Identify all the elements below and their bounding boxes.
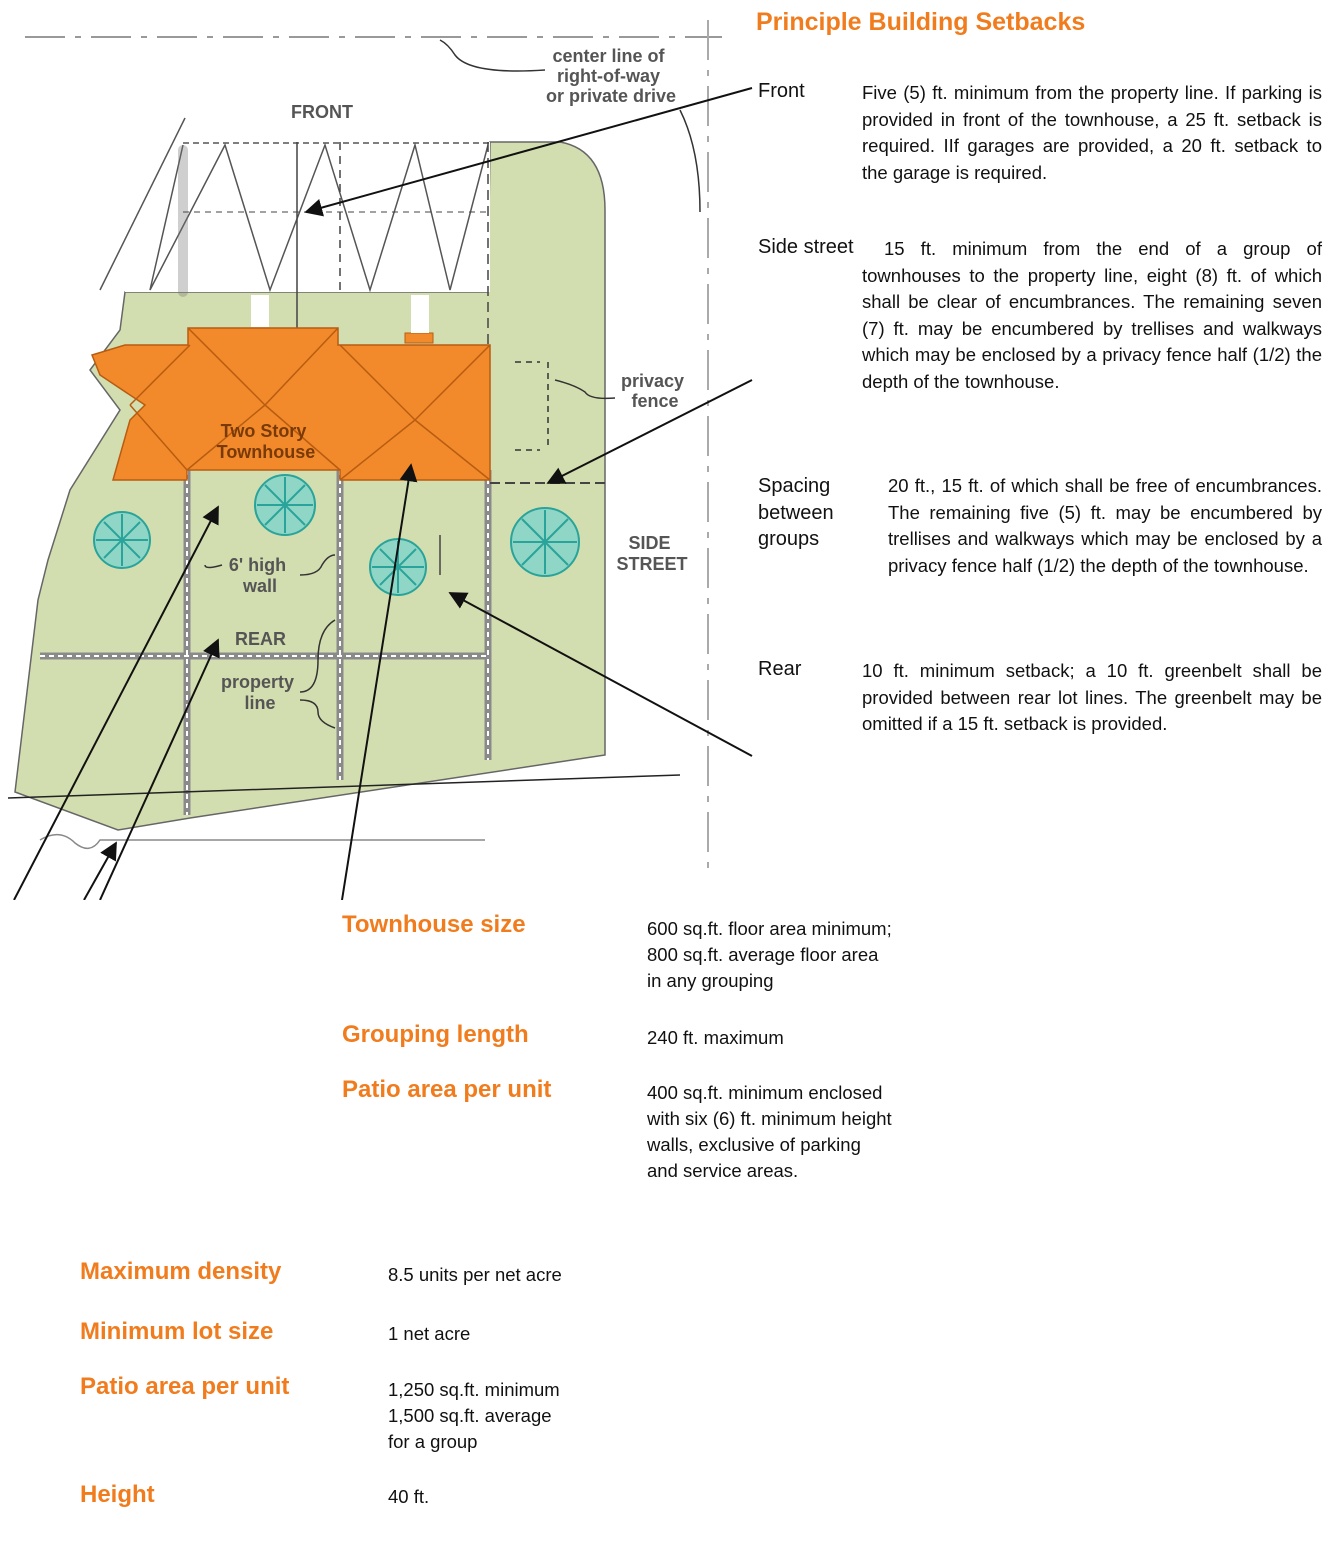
value-line: 40 ft. [388,1486,430,1507]
value-line: 600 sq.ft. floor area minimum; [647,918,892,939]
tree-icon [94,512,150,568]
center-line-leader [440,40,545,71]
townhouse-label [217,421,316,462]
center-line-label-line: right-of-way [556,66,660,86]
side-street-setback-text: 15 ft. minimum from the end of a group of townhouses to the property line, eight (8) ft. of which shall be clear of encumbrances. The remaining seven (7) ft. may be encumbered by trellises and walkways which may be enclosed by a privacy fence half (1/2) the depth of the townhouse. [862,238,1322,392]
front-setback-text: Five (5) ft. minimum from the property line. If parking is provided in front of the townhouse, a 25 ft. setback is required. IIf garages are provided, a 20 ft. setback to the garage is required. [862,82,1322,183]
min-lot-size-value [388,1321,470,1347]
site-patio-area-label: Patio area per unit [80,1373,290,1400]
grouping-length-value [647,1025,784,1051]
max-density-label: Maximum density [80,1258,282,1285]
site-plan-diagram [0,0,760,900]
property-line-label-line: line [244,693,276,713]
rear-setback-label: Rear [758,658,802,680]
patio-area-value [647,1080,892,1184]
property-line-label-line: property [220,672,294,692]
height-value [388,1484,429,1510]
side-street-label [616,533,687,574]
side-street-label-line: SIDE [628,533,671,553]
side-street-label-line: STREET [616,554,688,574]
value-line: in any grouping [647,970,774,991]
value-line: 1 net acre [388,1323,471,1344]
value-line: for a group [388,1431,478,1452]
side-street-setback-label: Side street [758,236,854,258]
center-line-label-line: or private drive [545,86,677,106]
max-density-value [388,1262,562,1288]
grouping-length-label: Grouping length [342,1021,529,1048]
spacing-label-line: between [758,501,834,524]
wall-label-line: 6' high [228,555,287,575]
value-line: 1,250 sq.ft. minimum [388,1379,560,1400]
height-label: Height [80,1481,155,1508]
min-lot-size-label: Minimum lot size [80,1318,274,1345]
value-line: 240 ft. maximum [647,1027,784,1048]
site-patio-area-value [388,1377,560,1455]
value-line: 8.5 units per net acre [388,1264,562,1285]
privacy-fence-label-line: fence [631,391,679,411]
value-line: with six (6) ft. minimum height [647,1108,892,1129]
patio-area-label: Patio area per unit [342,1076,552,1103]
center-line-leader [680,110,700,212]
chimney [405,333,433,343]
value-line: 1,500 sq.ft. average [388,1405,552,1426]
tree-icon [511,508,579,576]
privacy-fence-label [621,371,689,411]
spacing-label-line: groups [758,528,820,550]
townhouse-label-line: Two Story [220,421,307,441]
wall-label-line: wall [242,576,278,596]
rear-label: REAR [235,629,287,649]
value-line: and service areas. [647,1160,799,1181]
spacing-setback-label [758,473,834,553]
townhouse-size-label: Townhouse size [342,911,526,938]
rear-setback-text: 10 ft. minimum setback; a 10 ft. greenbelt shall be provided between rear lot lines. The greenbelt may be omitted if a 15 ft. setback is provided. [862,660,1322,734]
chimney-gap [251,295,269,327]
townhouse-label-line: Townhouse [216,442,316,462]
chimney-gap [411,295,429,333]
spacing-setback-text: 20 ft., 15 ft. of which shall be free of encumbrances. The remaining five (5) ft. may be encumbered by trellises and walkways which may be enclosed by a privacy fence half (1/2) the depth of the townhouse. [888,475,1322,576]
bottom-dimension-line [40,835,485,849]
value-line: 400 sq.ft. minimum enclosed [647,1082,883,1103]
value-line: 800 sq.ft. average floor area [647,944,879,965]
front-setback-label: Front [758,80,805,102]
tree-icon [255,475,315,535]
center-line-label [546,46,676,106]
privacy-fence-label-line: privacy [620,371,685,391]
value-line: walls, exclusive of parking [647,1134,861,1155]
spacing-label-line: Spacing [758,475,831,497]
front-label: FRONT [291,102,353,122]
townhouse-size-value [647,916,892,994]
grouping-arrow [84,843,116,900]
center-line-label-line: center line of [552,46,665,66]
page-title: Principle Building Setbacks [756,8,1086,36]
